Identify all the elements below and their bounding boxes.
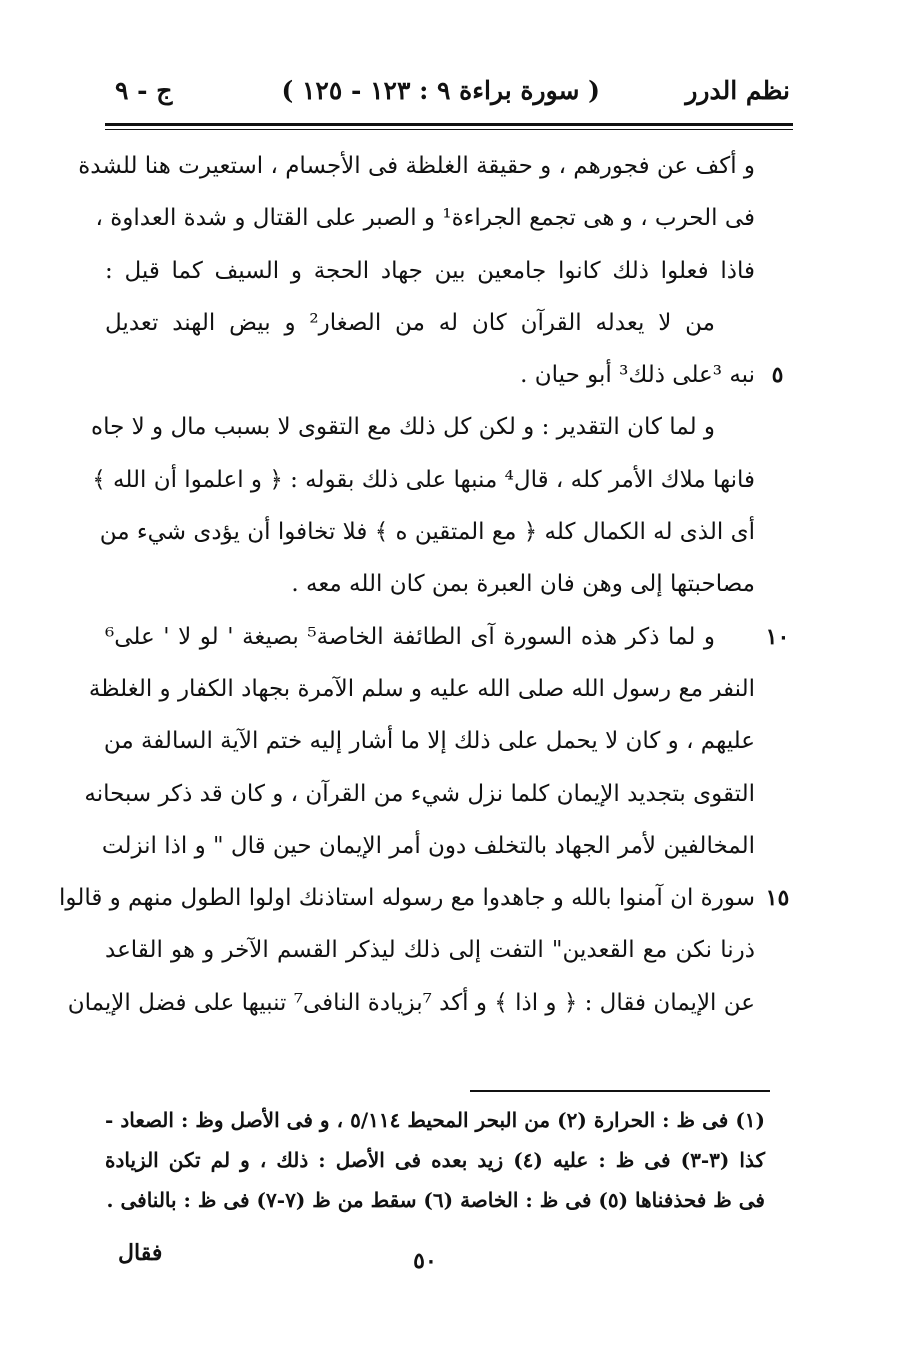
- text-line: أى الذى له الكمال كله ﴿ مع المتقين ه ﴾ فلا تخافوا أن يؤدى شيء من: [99, 519, 755, 546]
- line-number-15: ١٥: [765, 885, 790, 912]
- main-text: [59, 140, 755, 1029]
- text-line: التقوى بتجديد الإيمان كلما نزل شيء من القرآن ، و كان قد ذكر سبحانه: [84, 780, 755, 807]
- line-number-10: ١٠: [765, 623, 790, 650]
- line-number-margin: [755, 140, 800, 1080]
- text-line: فاذا فعلوا ذلك كانوا جامعين بين جهاد الحجة و السيف كما قيل :: [105, 257, 755, 284]
- header-rule-thick: [105, 123, 793, 126]
- text-line: المخالفين لأمر الجهاد بالتخلف دون أمر الإيمان حين قال " و اذا انزلت: [101, 832, 755, 859]
- footnote-line: كذا (٣-٣) فى ظ : عليه (٤) زيد بعده فى الأصل : ذلك ، و لم تكن الزيادة: [105, 1148, 765, 1172]
- running-header: [105, 68, 790, 118]
- text-line: و لما ذكر هذه السورة آى الطائفة الخاصة⁵ بصيغة ' لو لا ' على⁶: [105, 623, 715, 650]
- surah-reference: ( سورة براءة ٩ : ١٢٣ - ١٢٥ ): [281, 76, 600, 105]
- text-line: نبه ³على ذلك³ أبو حيان .: [520, 362, 755, 389]
- text-line: النفر مع رسول الله صلى الله عليه و سلم الآمرة بجهاد الكفار و الغلظة: [88, 675, 755, 702]
- footnote-line: فى ظ فحذفناها (٥) فى ظ : الخاصة (٦) سقط من ظ (٧-٧) فى ظ : بالنافى .: [106, 1188, 765, 1212]
- text-line: و لما كان التقدير : و لكن كل ذلك مع التقوى لا بسبب مال و لا جاه: [91, 414, 715, 441]
- catchword: فقال: [118, 1240, 163, 1266]
- text-line: عليهم ، و كان لا يحمل على ذلك إلا ما أشار إليه ختم الآية السالفة من: [103, 728, 755, 755]
- footnote-rule: [470, 1090, 770, 1092]
- footnote-line: (١) فى ظ : الحرارة (٢) من البحر المحيط ٥/١١٤ ، و فى الأصل وظ : الصعاد -: [105, 1108, 765, 1132]
- text-line: مصاحبتها إلى وهن فان العبرة بمن كان الله معه .: [291, 571, 755, 598]
- page-number: ٥٠: [413, 1248, 437, 1274]
- footnotes: [105, 1100, 765, 1220]
- text-line: فانها ملاك الأمر كله ، قال⁴ منبها على ذلك بقوله : ﴿ و اعلموا أن الله ﴾: [92, 466, 755, 493]
- line-number-5: ٥: [771, 362, 784, 389]
- volume-number: ج - ٩: [115, 76, 173, 105]
- text-line: سورة ان آمنوا بالله و جاهدوا مع رسوله استاذنك اولوا الطول منهم و قالوا: [59, 885, 755, 912]
- verse-line: من لا يعدله القرآن كان له من الصغار² و بيض الهند تعديل: [105, 309, 715, 336]
- text-line: فى الحرب ، و هى تجمع الجراءة¹ و الصبر على القتال و شدة العداوة ،: [95, 205, 755, 232]
- book-title: نظم الدرر: [685, 76, 790, 105]
- text-line: عن الإيمان فقال : ﴿ و اذا ﴾ و أكد ⁷بزيادة النافى⁷ تنبيها على فضل الإيمان: [67, 989, 755, 1016]
- text-line: ذرنا نكن مع القعدين" التفت إلى ذلك ليذكر القسم الآخر و هو القاعد: [105, 937, 755, 964]
- header-rule-thin: [105, 129, 793, 130]
- text-line: و أكف عن فجورهم ، و حقيقة الغلظة فى الأجسام ، استعيرت هنا للشدة: [78, 153, 755, 179]
